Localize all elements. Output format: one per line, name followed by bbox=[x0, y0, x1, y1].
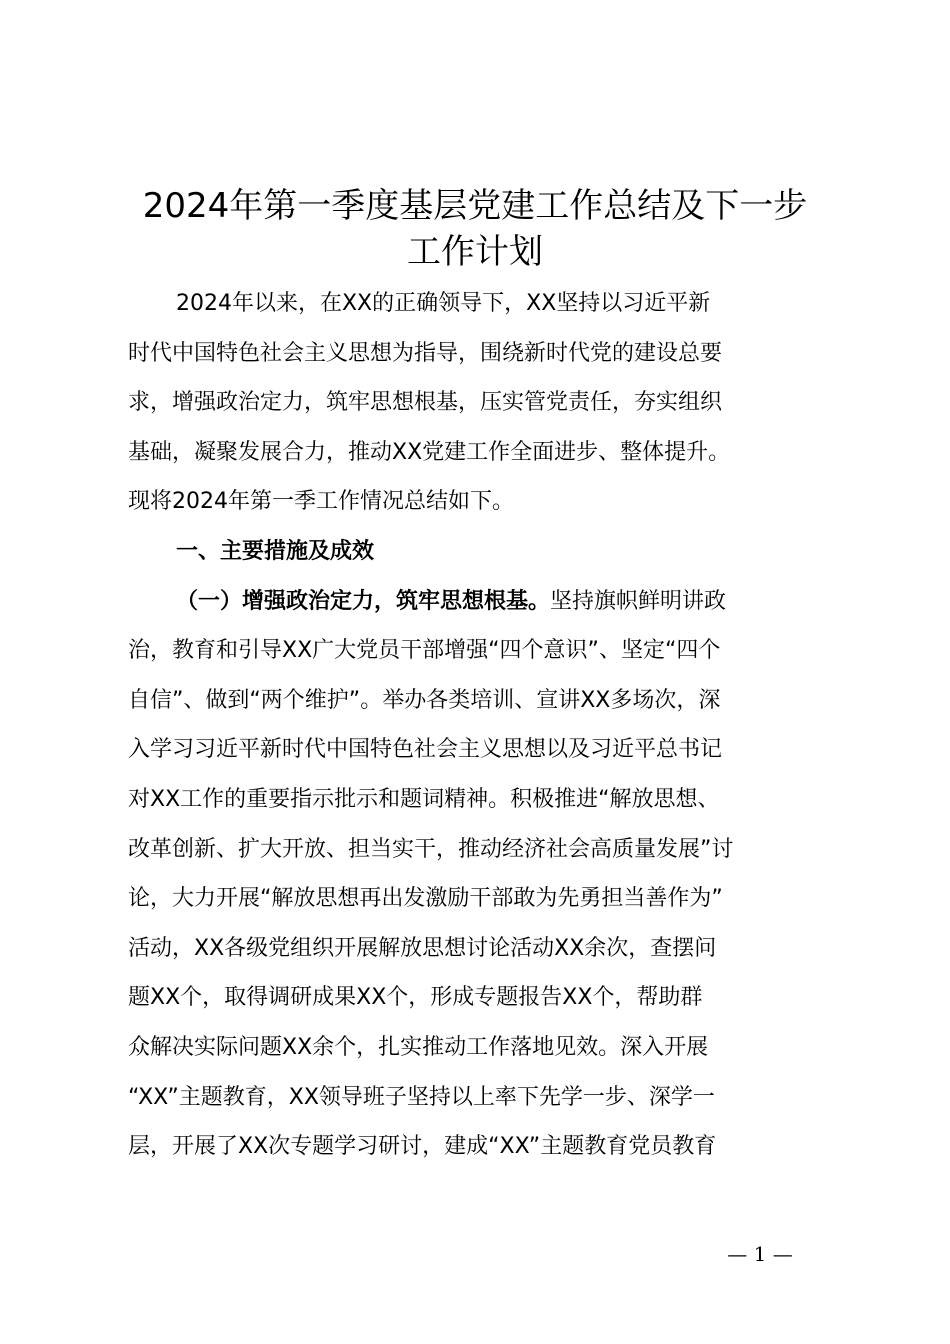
document-title-line-1: 2024年第一季度基层党建工作总结及下一步 bbox=[142, 186, 808, 226]
para1-line: 层，开展了XX次专题学习研讨，建成“XX”主题教育党员教育 bbox=[128, 1134, 717, 1160]
para1-line: 自信”、做到“两个维护”。举办各类培训、宣讲XX多场次，深 bbox=[128, 687, 721, 713]
section-heading: 一、主要措施及成效 bbox=[176, 538, 375, 564]
para1-line: 活动，XX各级党组织开展解放思想讨论活动XX余次，查摆问 bbox=[128, 935, 717, 961]
intro-line: 现将2024年第一季工作情况总结如下。 bbox=[128, 489, 514, 515]
para1-first-rest: 坚持旗帜鲜明讲政 bbox=[550, 588, 727, 614]
intro-line: 时代中国特色社会主义思想为指导，围绕新时代党的建设总要 bbox=[128, 340, 723, 366]
document-body bbox=[128, 279, 848, 1172]
para1-line: 众解决实际问题XX余个，扎实推动工作落地见效。深入开展 bbox=[128, 1034, 709, 1060]
intro-line: 求，增强政治定力，筑牢思想根基，压实管党责任，夯实组织 bbox=[128, 390, 723, 416]
intro-line: 基础，凝聚发展合力，推动XX党建工作全面进步、整体提升。 bbox=[128, 439, 731, 465]
document-title-line-2: 工作计划 bbox=[407, 232, 543, 272]
para1-line: 治，教育和引导XX广大党员干部增强“四个意识”、坚定“四个 bbox=[128, 638, 721, 664]
para1-first-line bbox=[128, 577, 848, 627]
para1-line: 论，大力开展“解放思想再出发激励干部敢为先勇担当善作为” bbox=[128, 886, 723, 912]
para1-line: 题XX个，取得调研成果XX个，形成专题报告XX个，帮助群 bbox=[128, 985, 703, 1011]
sub-heading: （一）增强政治定力，筑牢思想根基。 bbox=[176, 588, 551, 614]
para1-line: “XX”主题教育，XX领导班子坚持以上率下先学一步、深学一 bbox=[128, 1084, 715, 1110]
intro-line: 2024年以来，在XX的正确领导下，XX坚持以习近平新 bbox=[176, 291, 711, 316]
page-number: — 1 — bbox=[727, 1242, 793, 1266]
para1-line: 对XX工作的重要指示批示和题词精神。积极推进“解放思想、 bbox=[128, 786, 720, 812]
para1-line: 入学习习近平新时代中国特色社会主义思想以及习近平总书记 bbox=[128, 737, 723, 763]
para1-line: 改革创新、扩大开放、担当实干，推动经济社会高质量发展”讨 bbox=[128, 836, 734, 862]
